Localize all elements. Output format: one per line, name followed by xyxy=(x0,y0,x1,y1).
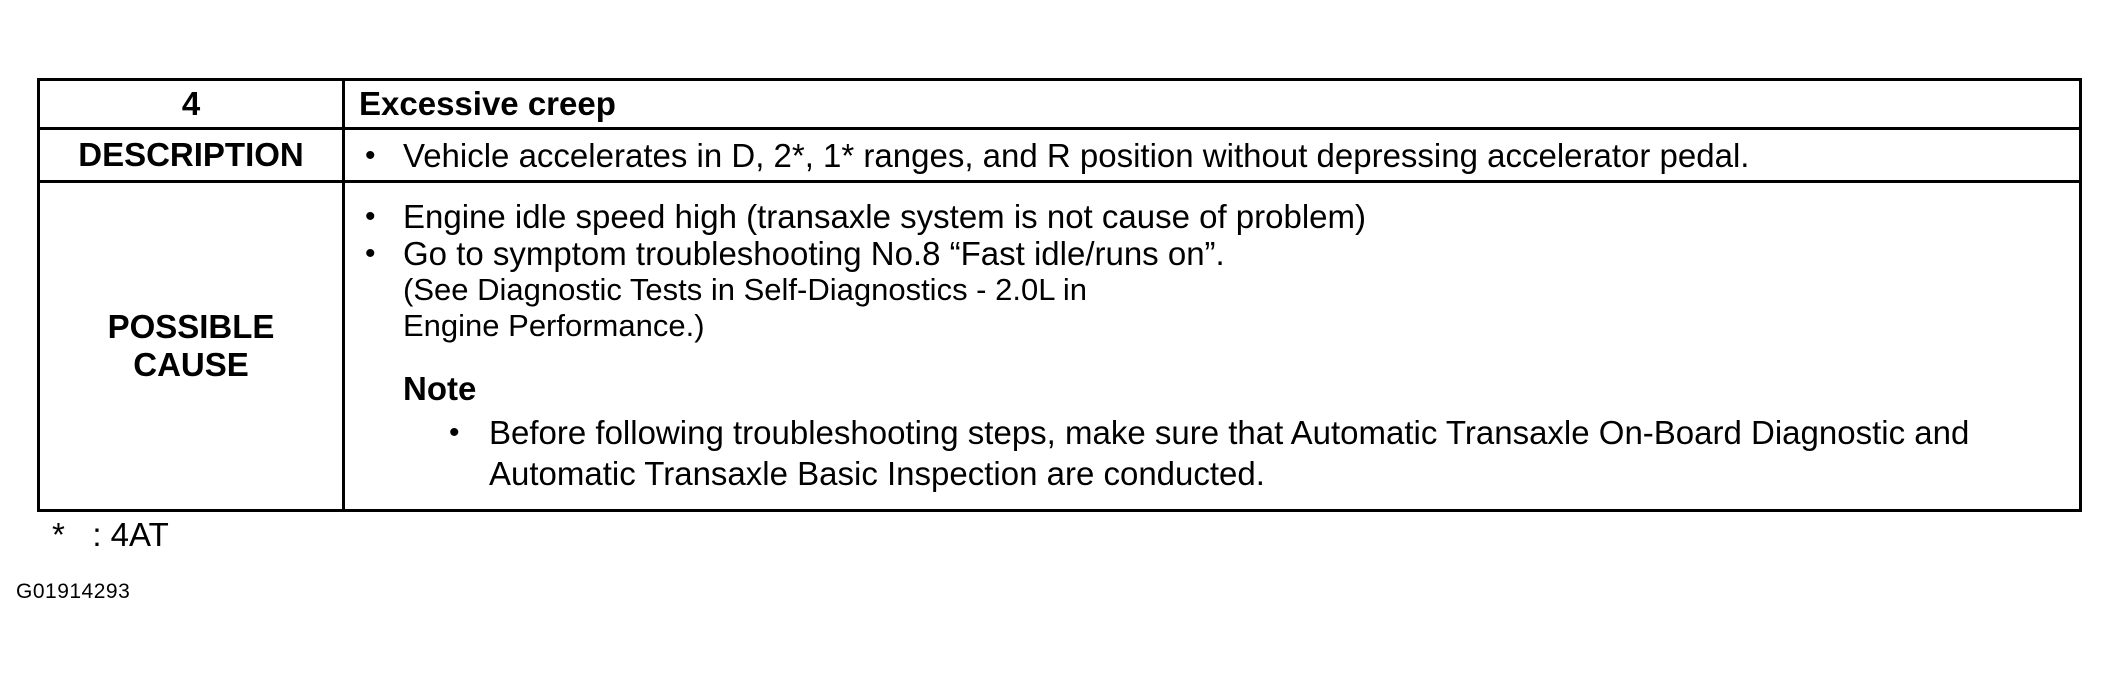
description-text: Vehicle accelerates in D, 2*, 1* ranges, and R position without depressing accelerator pedal. xyxy=(403,136,1750,174)
description-cell xyxy=(344,129,2081,182)
description-label: DESCRIPTION xyxy=(39,129,344,182)
list-item xyxy=(359,198,2079,235)
cause-list xyxy=(345,198,2079,272)
reference-text xyxy=(345,272,2079,344)
symptom-number: 4 xyxy=(39,80,344,129)
possible-cause-cell xyxy=(344,182,2081,511)
symptom-title: Excessive creep xyxy=(344,80,2081,129)
figure-id: G01914293 xyxy=(16,580,131,603)
cause-text: Engine idle speed high (transaxle system is not cause of problem) xyxy=(403,198,1367,235)
troubleshooting-table xyxy=(37,78,2082,512)
note-title: Note xyxy=(403,370,477,407)
possible-cause-label-line1: POSSIBLE xyxy=(107,308,275,346)
table-header-row xyxy=(39,80,2081,129)
bullet-icon: • xyxy=(365,237,376,270)
note-text: Before following troubleshooting steps, make sure that Automatic Transaxle On-Board Diagnostic and Automatic Transaxle Basic Inspection are conducted. xyxy=(489,414,1970,492)
cause-text: Go to symptom troubleshooting No.8 “Fast idle/runs on”. xyxy=(403,235,1225,272)
reference-line1: (See Diagnostic Tests in Self-Diagnostics - 2.0L in xyxy=(403,272,1088,307)
list-item xyxy=(359,235,2079,272)
description-list xyxy=(345,137,2079,174)
bullet-icon: • xyxy=(365,200,376,233)
note-list xyxy=(403,412,2079,494)
footnote: * : 4AT xyxy=(52,516,169,553)
possible-cause-label xyxy=(39,182,344,511)
bullet-icon: • xyxy=(449,416,460,449)
list-item xyxy=(359,137,2079,174)
reference-line2: Engine Performance.) xyxy=(403,308,705,343)
description-row xyxy=(39,129,2081,182)
bullet-icon: • xyxy=(365,138,376,172)
note-block xyxy=(345,370,2079,494)
possible-cause-label-line2: CAUSE xyxy=(133,346,249,383)
possible-cause-row xyxy=(39,182,2081,511)
list-item xyxy=(445,412,2079,494)
